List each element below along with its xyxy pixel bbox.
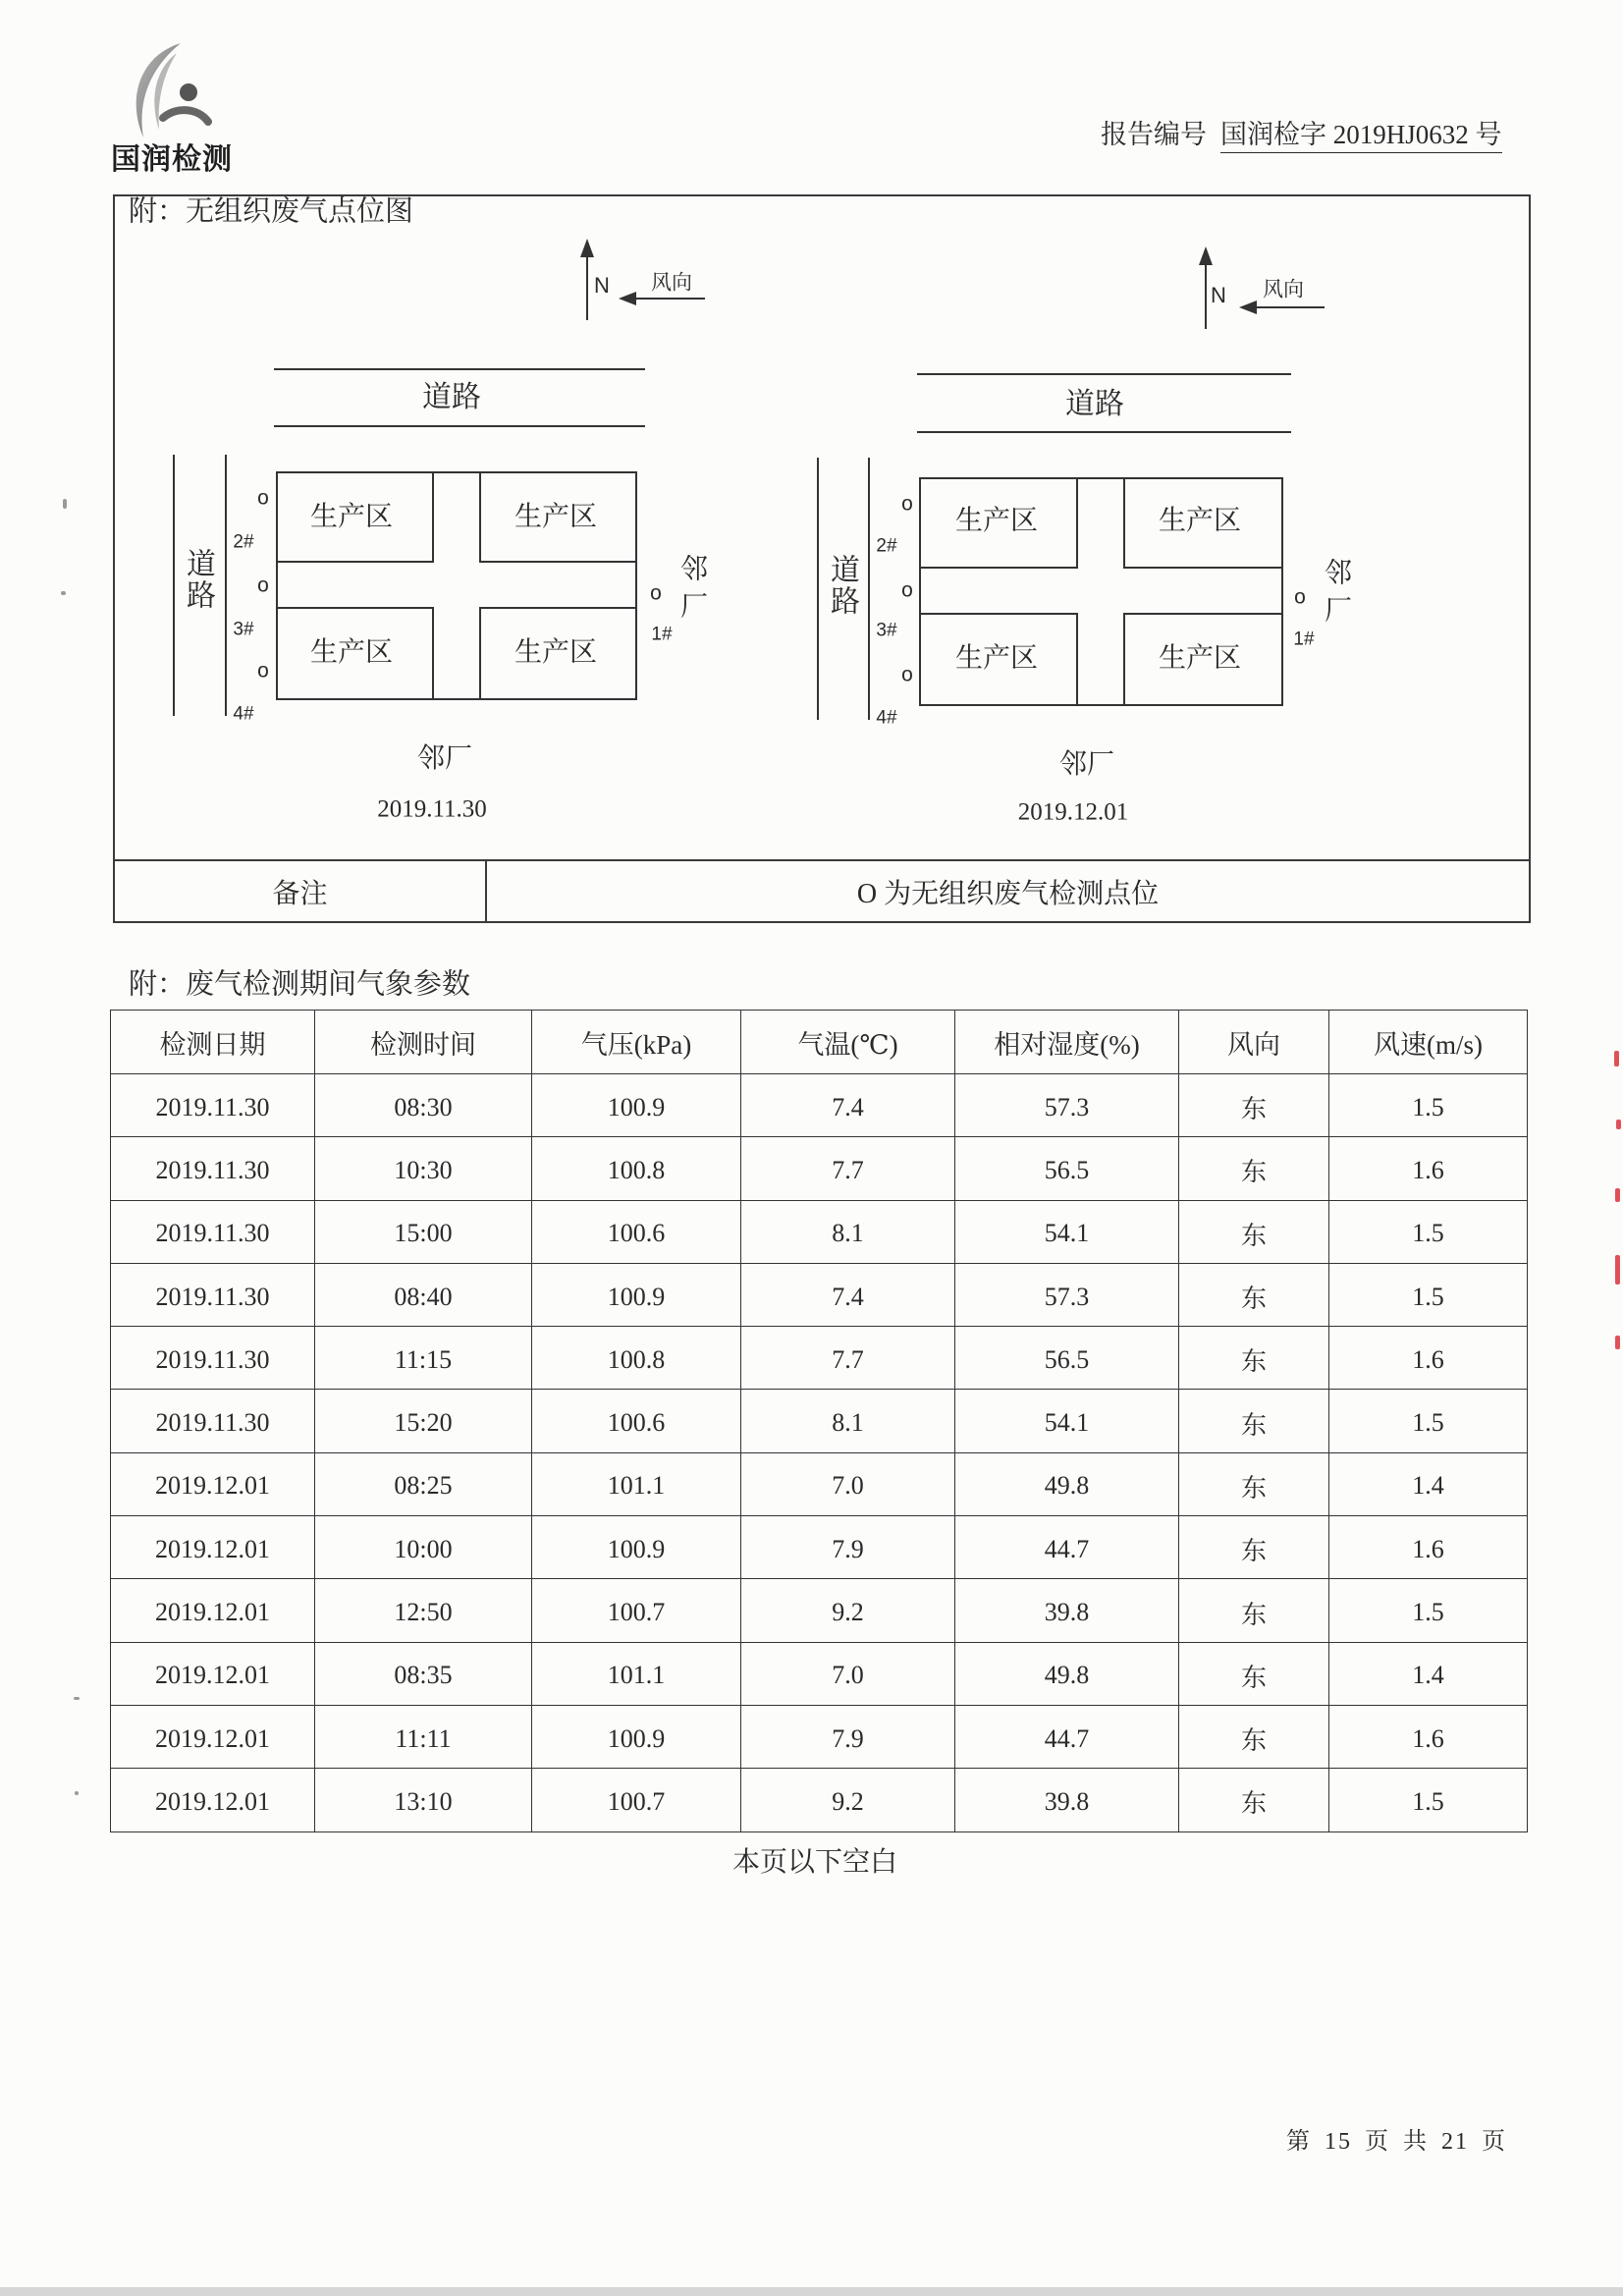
seal-fragment [1606,1041,1623,1365]
cell-wind-speed: 1.5 [1329,1074,1528,1137]
cell-wind-direction: 东 [1179,1452,1329,1515]
cell-wind-direction: 东 [1179,1642,1329,1705]
weather-section-title: 附：废气检测期间气象参数 [129,968,471,1001]
table-row [111,1579,1528,1642]
cell-wind-speed: 1.5 [1329,1200,1528,1263]
production-zone-label: 生产区 [954,642,1039,673]
column-header-time: 检测时间 [315,1011,532,1074]
cell-humidity: 39.8 [955,1769,1179,1831]
table-row [111,1074,1528,1137]
cell-temperature: 7.9 [741,1705,955,1768]
cell-time: 08:30 [315,1074,532,1137]
cell-pressure: 100.9 [532,1074,741,1137]
production-zone-label: 生产区 [309,636,394,667]
scan-speck [61,591,66,595]
cell-time: 10:30 [315,1137,532,1200]
cell-date: 2019.12.01 [111,1769,315,1831]
table-row [111,1263,1528,1326]
cell-wind-direction: 东 [1179,1200,1329,1263]
scan-bottom-edge [0,2287,1623,2296]
cell-wind-speed: 1.5 [1329,1263,1528,1326]
cell-date: 2019.11.30 [111,1263,315,1326]
cell-temperature: 7.7 [741,1137,955,1200]
neighbor-factory-side-label: 邻厂 [1322,558,1352,632]
column-header-humidity: 相对湿度(%) [955,1011,1179,1074]
cell-wind-direction: 东 [1179,1769,1329,1831]
cell-pressure: 101.1 [532,1452,741,1515]
table-header-row [111,1011,1528,1074]
column-header-temperature: 气温(℃) [741,1011,955,1074]
cell-temperature: 9.2 [741,1579,955,1642]
remark-text: O 为无组织废气检测点位 [856,878,1160,909]
cell-time: 08:25 [315,1452,532,1515]
cell-humidity: 56.5 [955,1137,1179,1200]
monitoring-point-mark: o [650,581,662,605]
cell-temperature: 8.1 [741,1200,955,1263]
monitoring-point-label: 1# [1293,629,1315,650]
production-zone-label: 生产区 [954,505,1039,535]
cell-date: 2019.11.30 [111,1390,315,1452]
cell-wind-direction: 东 [1179,1263,1329,1326]
cell-wind-direction: 东 [1179,1390,1329,1452]
cell-time: 13:10 [315,1769,532,1831]
cell-pressure: 101.1 [532,1642,741,1705]
cell-wind-direction: 东 [1179,1327,1329,1390]
monitoring-point-label: 3# [233,619,254,640]
table-row [111,1390,1528,1452]
cell-temperature: 8.1 [741,1390,955,1452]
cell-date: 2019.11.30 [111,1137,315,1200]
monitoring-point-label: 1# [651,624,673,645]
cell-time: 15:00 [315,1200,532,1263]
neighbor-factory-side-label: 邻厂 [677,554,708,629]
production-zone-label: 生产区 [1158,505,1242,535]
wind-arrow-head [619,292,636,305]
cell-wind-direction: 东 [1179,1579,1329,1642]
monitoring-point-label: 4# [233,703,254,725]
cell-pressure: 100.6 [532,1390,741,1452]
table-row [111,1452,1528,1515]
cell-wind-speed: 1.6 [1329,1705,1528,1768]
cell-humidity: 54.1 [955,1390,1179,1452]
road-label-top: 道路 [422,381,481,413]
monitoring-point-mark: o [257,574,269,597]
monitoring-point-mark: o [257,486,269,510]
wind-direction-label: 风向 [1263,278,1304,301]
column-header-wind-direction: 风向 [1179,1011,1329,1074]
weather-table-head [111,1011,1528,1074]
table-row [111,1769,1528,1831]
cell-time: 10:00 [315,1516,532,1579]
cell-date: 2019.12.01 [111,1516,315,1579]
cell-temperature: 7.7 [741,1327,955,1390]
monitoring-point-mark: o [257,659,269,683]
diagram-date: 2019.11.30 [377,795,487,823]
cell-temperature: 7.0 [741,1642,955,1705]
cell-humidity: 57.3 [955,1074,1179,1137]
table-row [111,1516,1528,1579]
road-label-left: 道路 [826,554,858,617]
cell-humidity: 44.7 [955,1516,1179,1579]
cell-date: 2019.11.30 [111,1074,315,1137]
cell-wind-direction: 东 [1179,1516,1329,1579]
cell-pressure: 100.6 [532,1200,741,1263]
cell-date: 2019.12.01 [111,1642,315,1705]
cell-date: 2019.12.01 [111,1452,315,1515]
cell-wind-speed: 1.6 [1329,1516,1528,1579]
cell-pressure: 100.9 [532,1516,741,1579]
point-location-diagrams [0,0,1623,943]
column-header-pressure: 气压(kPa) [532,1011,741,1074]
monitoring-point-label: 2# [233,531,254,553]
diagram-date: 2019.12.01 [1017,798,1129,826]
page-number: 第 15 页 共 21 页 [1286,2129,1507,2155]
blank-page-note: 本页以下空白 [731,1847,898,1878]
cell-pressure: 100.8 [532,1137,741,1200]
cell-date: 2019.11.30 [111,1327,315,1390]
cell-wind-speed: 1.4 [1329,1452,1528,1515]
monitoring-point-mark: o [901,492,913,516]
cell-humidity: 44.7 [955,1705,1179,1768]
cell-wind-direction: 东 [1179,1137,1329,1200]
road-label-left: 道路 [182,548,214,611]
table-row [111,1705,1528,1768]
monitoring-point-mark: o [901,663,913,686]
cell-date: 2019.12.01 [111,1579,315,1642]
weather-table-body [111,1074,1528,1832]
cell-temperature: 7.4 [741,1263,955,1326]
cell-wind-speed: 1.6 [1329,1327,1528,1390]
cell-humidity: 49.8 [955,1642,1179,1705]
table-row [111,1642,1528,1705]
column-header-date: 检测日期 [111,1011,315,1074]
report-number-label: 报告编号 [1101,120,1207,149]
table-row [111,1327,1528,1390]
north-label: N [594,273,610,298]
cell-temperature: 7.9 [741,1516,955,1579]
neighbor-factory-bottom-label: 邻厂 [416,742,473,773]
monitoring-point-mark: o [901,578,913,602]
cell-time: 11:11 [315,1705,532,1768]
north-label: N [1211,283,1226,307]
cell-humidity: 39.8 [955,1579,1179,1642]
cell-humidity: 56.5 [955,1327,1179,1390]
cell-wind-speed: 1.5 [1329,1579,1528,1642]
road-label-top: 道路 [1065,388,1124,420]
cell-humidity: 54.1 [955,1200,1179,1263]
cell-temperature: 9.2 [741,1769,955,1831]
production-zone-label: 生产区 [1158,642,1242,673]
cell-humidity: 57.3 [955,1263,1179,1326]
production-zone-label: 生产区 [514,501,598,531]
wind-arrow-head [1239,301,1257,314]
logo-text: 国润检测 [111,143,233,176]
remark-label: 备注 [115,861,487,921]
cell-pressure: 100.7 [532,1579,741,1642]
cell-pressure: 100.9 [532,1263,741,1326]
scan-speck [75,1791,79,1795]
monitoring-point-mark: o [1294,585,1306,609]
cell-wind-direction: 东 [1179,1705,1329,1768]
north-arrow-head [580,239,594,257]
cell-wind-speed: 1.5 [1329,1769,1528,1831]
weather-table [110,1010,1528,1832]
cell-humidity: 49.8 [955,1452,1179,1515]
scan-speck [74,1697,80,1700]
map-section-title: 附：无组织废气点位图 [129,195,414,228]
report-number-value: 国润检字 2019HJ0632 号 [1220,122,1502,153]
cell-temperature: 7.0 [741,1452,955,1515]
cell-wind-speed: 1.6 [1329,1137,1528,1200]
cell-temperature: 7.4 [741,1074,955,1137]
wind-direction-label: 风向 [651,271,692,295]
production-zone-label: 生产区 [309,501,394,531]
table-row [111,1200,1528,1263]
cell-pressure: 100.8 [532,1327,741,1390]
neighbor-factory-bottom-label: 邻厂 [1058,748,1115,779]
monitoring-point-label: 3# [876,620,897,641]
cell-date: 2019.12.01 [111,1705,315,1768]
table-row [111,1137,1528,1200]
cell-time: 11:15 [315,1327,532,1390]
north-arrow-head [1199,246,1213,265]
cell-time: 12:50 [315,1579,532,1642]
monitoring-point-label: 4# [876,707,897,729]
cell-time: 15:20 [315,1390,532,1452]
cell-pressure: 100.9 [532,1705,741,1768]
cell-time: 08:40 [315,1263,532,1326]
column-header-wind-speed: 风速(m/s) [1329,1011,1528,1074]
cell-time: 08:35 [315,1642,532,1705]
cell-date: 2019.11.30 [111,1200,315,1263]
monitoring-point-label: 2# [876,535,897,557]
production-zone-label: 生产区 [514,636,598,667]
cell-wind-speed: 1.4 [1329,1642,1528,1705]
cell-pressure: 100.7 [532,1769,741,1831]
scan-speck [63,499,67,509]
cell-wind-speed: 1.5 [1329,1390,1528,1452]
cell-wind-direction: 东 [1179,1074,1329,1137]
